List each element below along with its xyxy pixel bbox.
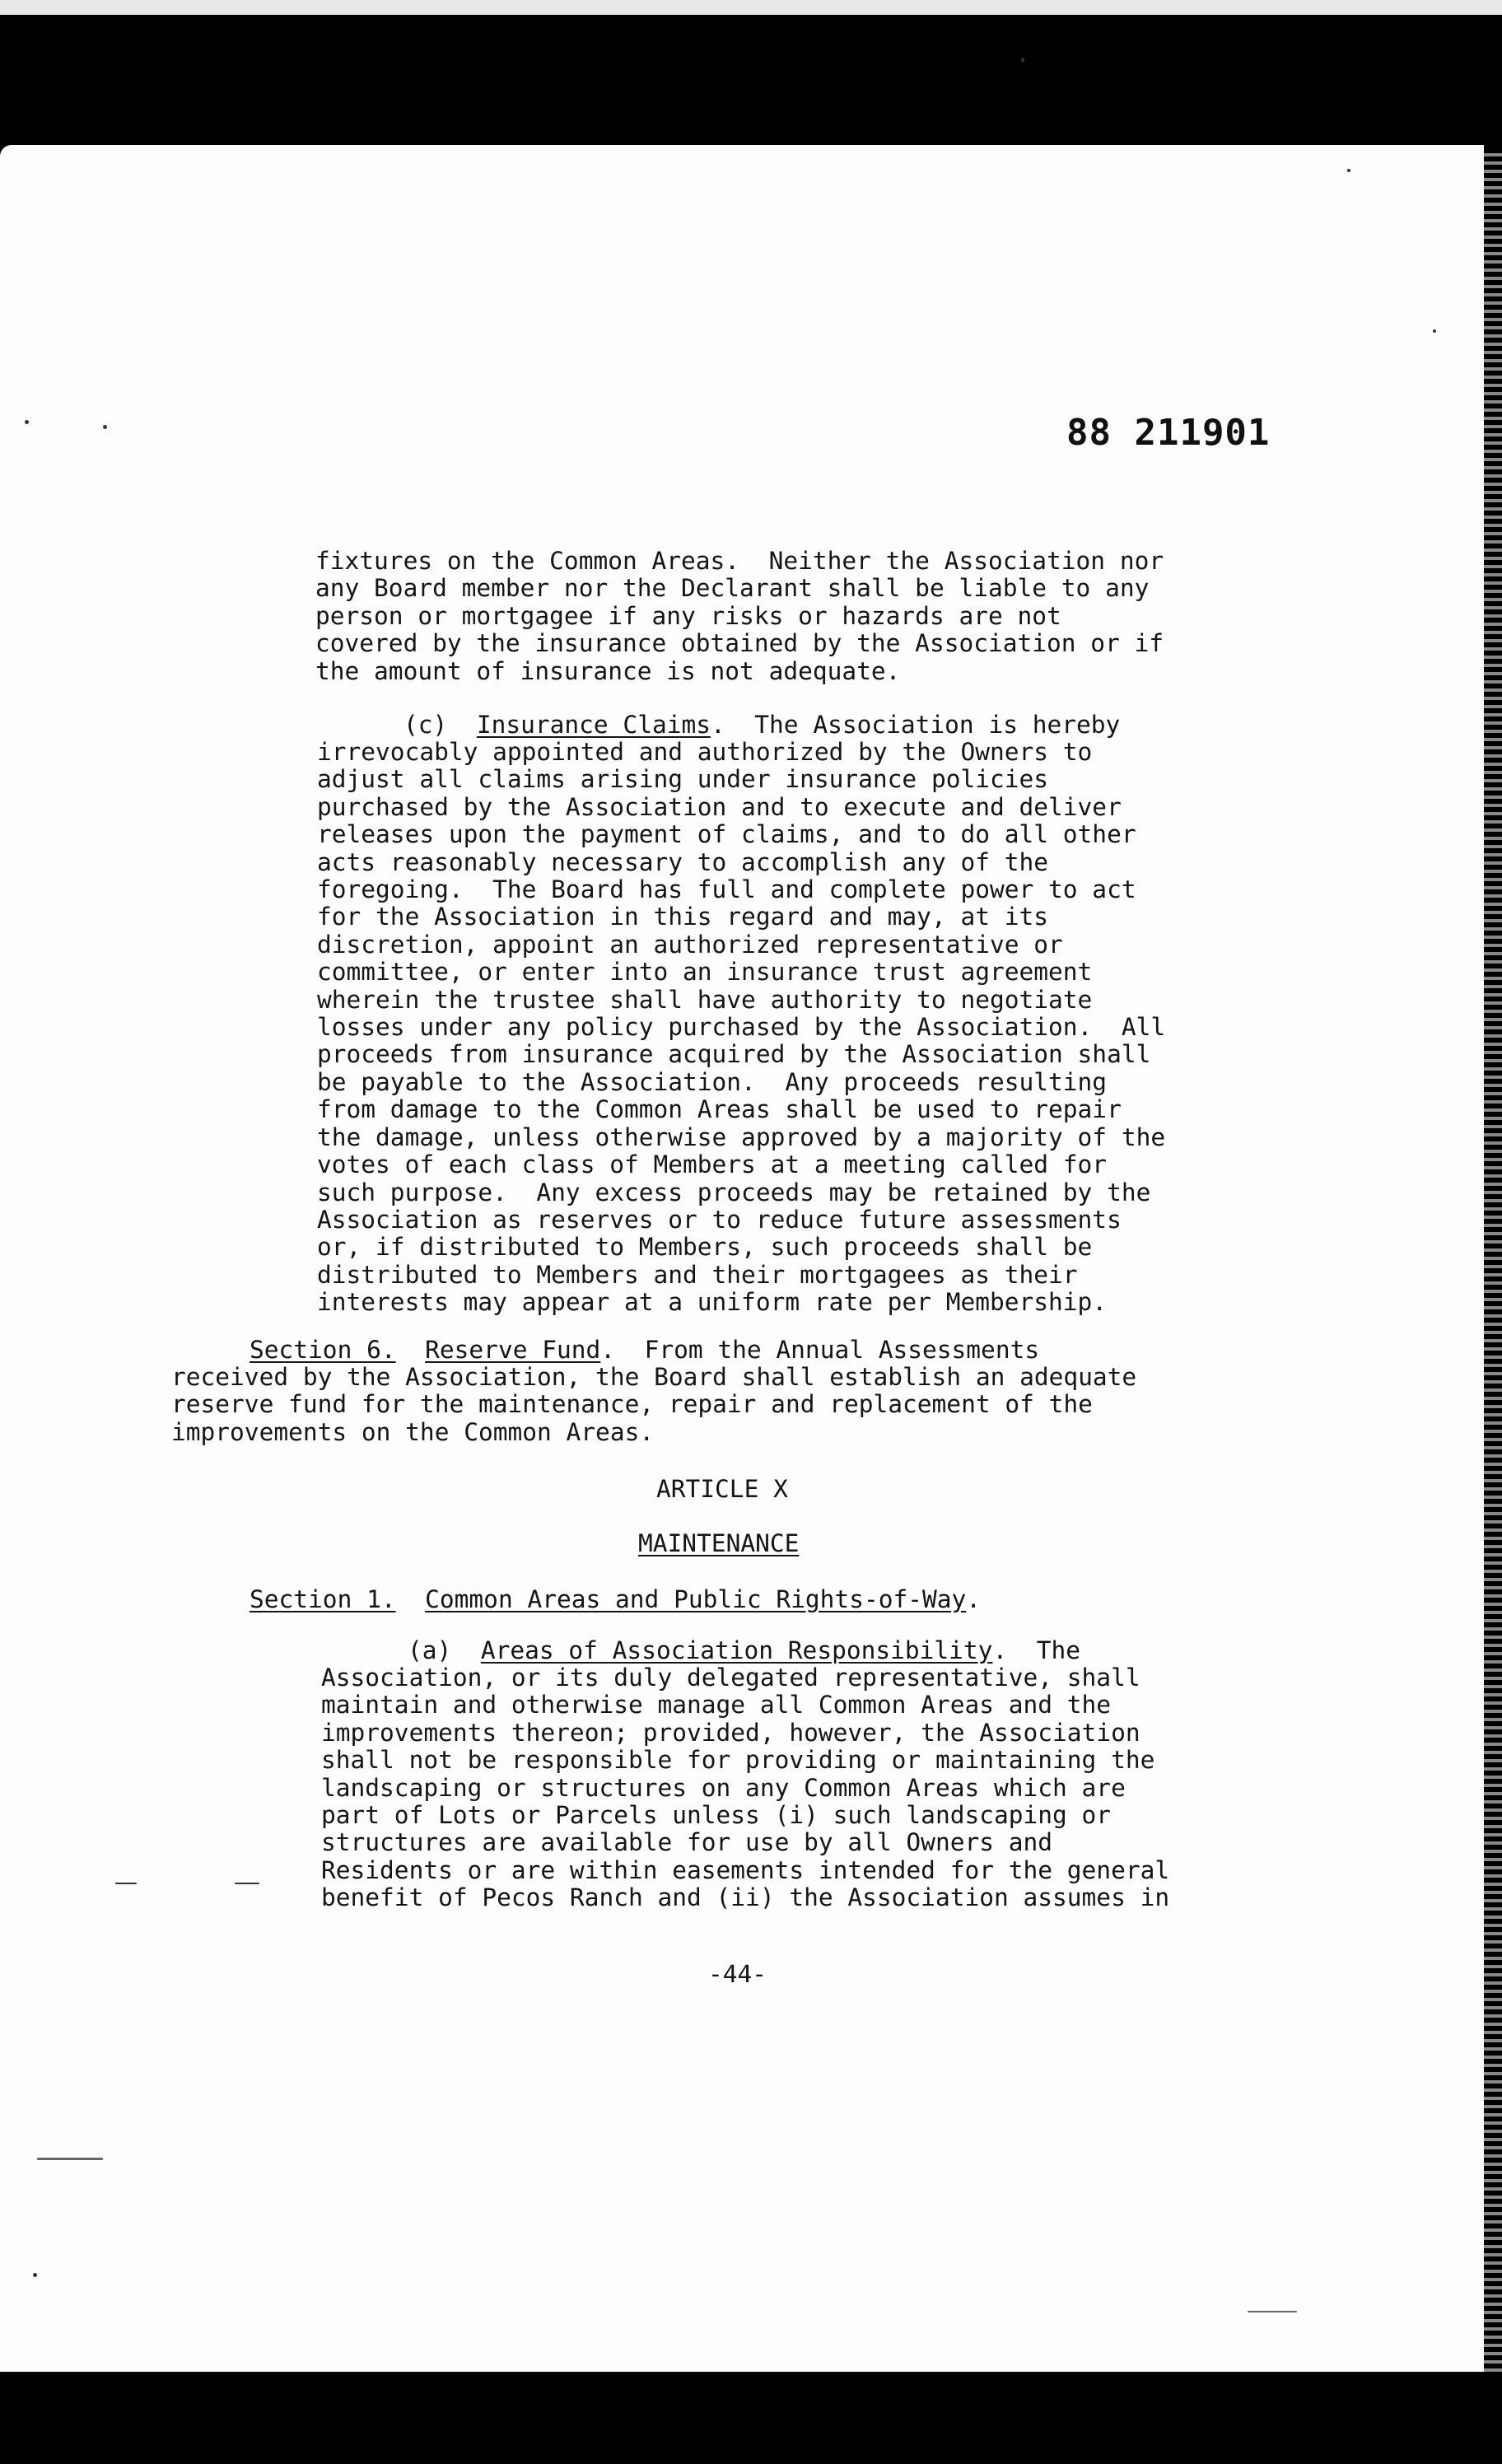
- text-line: benefit of Pecos Ranch and (ii) the Association assumes in: [321, 1883, 1170, 1912]
- document-number: 88 211901: [1066, 412, 1271, 454]
- areas-label: (a): [408, 1636, 452, 1664]
- text-line: adjust all claims arising under insurance policies: [317, 765, 1049, 794]
- scan-speck: [235, 1883, 259, 1884]
- text-line: part of Lots or Parcels unless (i) such landscaping or: [321, 1801, 1112, 1830]
- text-line: improvements thereon; provided, however, the Association: [321, 1718, 1140, 1747]
- scan-edge-strip: [0, 0, 1502, 15]
- scan-speck: [115, 1883, 137, 1884]
- text-line: discretion, appoint an authorized representative or: [317, 930, 1063, 959]
- text-line: interests may appear at a uniform rate per Membership.: [317, 1288, 1108, 1317]
- section-label: Section 6.: [250, 1336, 396, 1364]
- paragraph-areas-heading: [408, 1637, 1080, 1664]
- text-line: foregoing. The Board has full and complete power to act: [317, 875, 1136, 904]
- scan-speck: [103, 425, 107, 429]
- text-line: committee, or enter into an insurance trust agreement: [317, 958, 1093, 987]
- article-number: ARTICLE X: [656, 1475, 788, 1503]
- text-line: releases upon the payment of claims, and to do all other: [317, 820, 1136, 849]
- scan-border-bottom: [0, 2372, 1502, 2464]
- text-line: or, if distributed to Members, such proceeds shall be: [317, 1233, 1093, 1262]
- text-line: votes of each class of Members at a meeting called for: [317, 1150, 1108, 1179]
- paragraph-fixtures: [315, 548, 1164, 685]
- text-line: the amount of insurance is not adequate.: [315, 656, 901, 685]
- text-line: the damage, unless otherwise approved by a majority of the: [317, 1122, 1166, 1151]
- paragraph-insurance-claims-heading: [403, 712, 1120, 739]
- section-title: Reserve Fund: [425, 1336, 601, 1364]
- areas-first-line: . The: [992, 1636, 1081, 1664]
- text-line: received by the Association, the Board shall establish an adequate: [171, 1363, 1137, 1391]
- text-line: for the Association in this regard and may, at its: [317, 903, 1049, 931]
- text-line: distributed to Members and their mortgagees as their: [317, 1260, 1078, 1289]
- section-reserve-fund-heading: [250, 1337, 1039, 1364]
- clause-first-line: . The Association is hereby: [711, 711, 1121, 739]
- text-line: wherein the trustee shall have authority to negotiate: [317, 985, 1093, 1014]
- scan-speck: [1433, 329, 1436, 333]
- text-line: shall not be responsible for providing or maintaining the: [321, 1746, 1155, 1775]
- section-1-label: Section 1.: [250, 1585, 396, 1613]
- scan-speck: [1347, 169, 1350, 172]
- text-line: proceeds from insurance acquired by the Association shall: [317, 1040, 1151, 1069]
- text-line: from damage to the Common Areas shall be used to repair: [317, 1095, 1122, 1124]
- page-number: -44-: [708, 1960, 767, 1988]
- section-1-title: Common Areas and Public Rights-of-Way: [425, 1585, 967, 1613]
- scan-border-right: [1484, 148, 1502, 2464]
- section-first-line: . From the Annual Assessments: [600, 1336, 1040, 1364]
- scan-speck: [1248, 2311, 1297, 2312]
- paragraph-areas-responsibility: [321, 1664, 1169, 1912]
- text-line: Association, or its duly delegated representative, shall: [321, 1664, 1140, 1692]
- text-line: losses under any policy purchased by the Association. All: [317, 1013, 1166, 1042]
- section-1-heading: [250, 1585, 981, 1613]
- text-line: maintain and otherwise manage all Common Areas and the: [321, 1691, 1112, 1720]
- text-line: such purpose. Any excess proceeds may be retained by the: [317, 1178, 1151, 1206]
- text-line: reserve fund for the maintenance, repair and replacement of the: [171, 1390, 1093, 1419]
- scan-speck: [25, 420, 29, 424]
- areas-title: Areas of Association Responsibility: [480, 1636, 993, 1664]
- paragraph-insurance-claims: [317, 739, 1165, 1317]
- clause-title: Insurance Claims: [476, 711, 711, 739]
- clause-label: (c): [403, 711, 448, 739]
- text-line: structures are available for use by all Owners and: [321, 1828, 1053, 1857]
- text-line: be payable to the Association. Any proceeds resulting: [317, 1067, 1108, 1096]
- text-line: fixtures on the Common Areas. Neither the Association nor: [315, 547, 1164, 575]
- text-line: person or mortgagee if any risks or hazards are not: [315, 601, 1061, 630]
- section-1-end: .: [966, 1585, 982, 1613]
- article-title: MAINTENANCE: [638, 1529, 800, 1557]
- text-line: landscaping or structures on any Common Areas which are: [321, 1773, 1126, 1802]
- scan-speck: [33, 2273, 37, 2277]
- text-line: acts reasonably necessary to accomplish any of the: [317, 847, 1049, 876]
- scan-speck: [1021, 58, 1024, 63]
- text-line: irrevocably appointed and authorized by the Owners to: [317, 738, 1093, 766]
- text-line: Residents or are within easements intended for the general: [321, 1855, 1170, 1884]
- text-line: purchased by the Association and to execute and deliver: [317, 792, 1122, 821]
- scan-border-top: [0, 0, 1502, 148]
- text-line: covered by the insurance obtained by the Association or if: [315, 629, 1164, 658]
- scan-speck: [37, 2158, 103, 2160]
- text-line: any Board member nor the Declarant shall be liable to any: [315, 574, 1150, 603]
- section-reserve-fund: [171, 1364, 1136, 1446]
- text-line: improvements on the Common Areas.: [171, 1417, 655, 1446]
- text-line: Association as reserves or to reduce future assessments: [317, 1205, 1122, 1234]
